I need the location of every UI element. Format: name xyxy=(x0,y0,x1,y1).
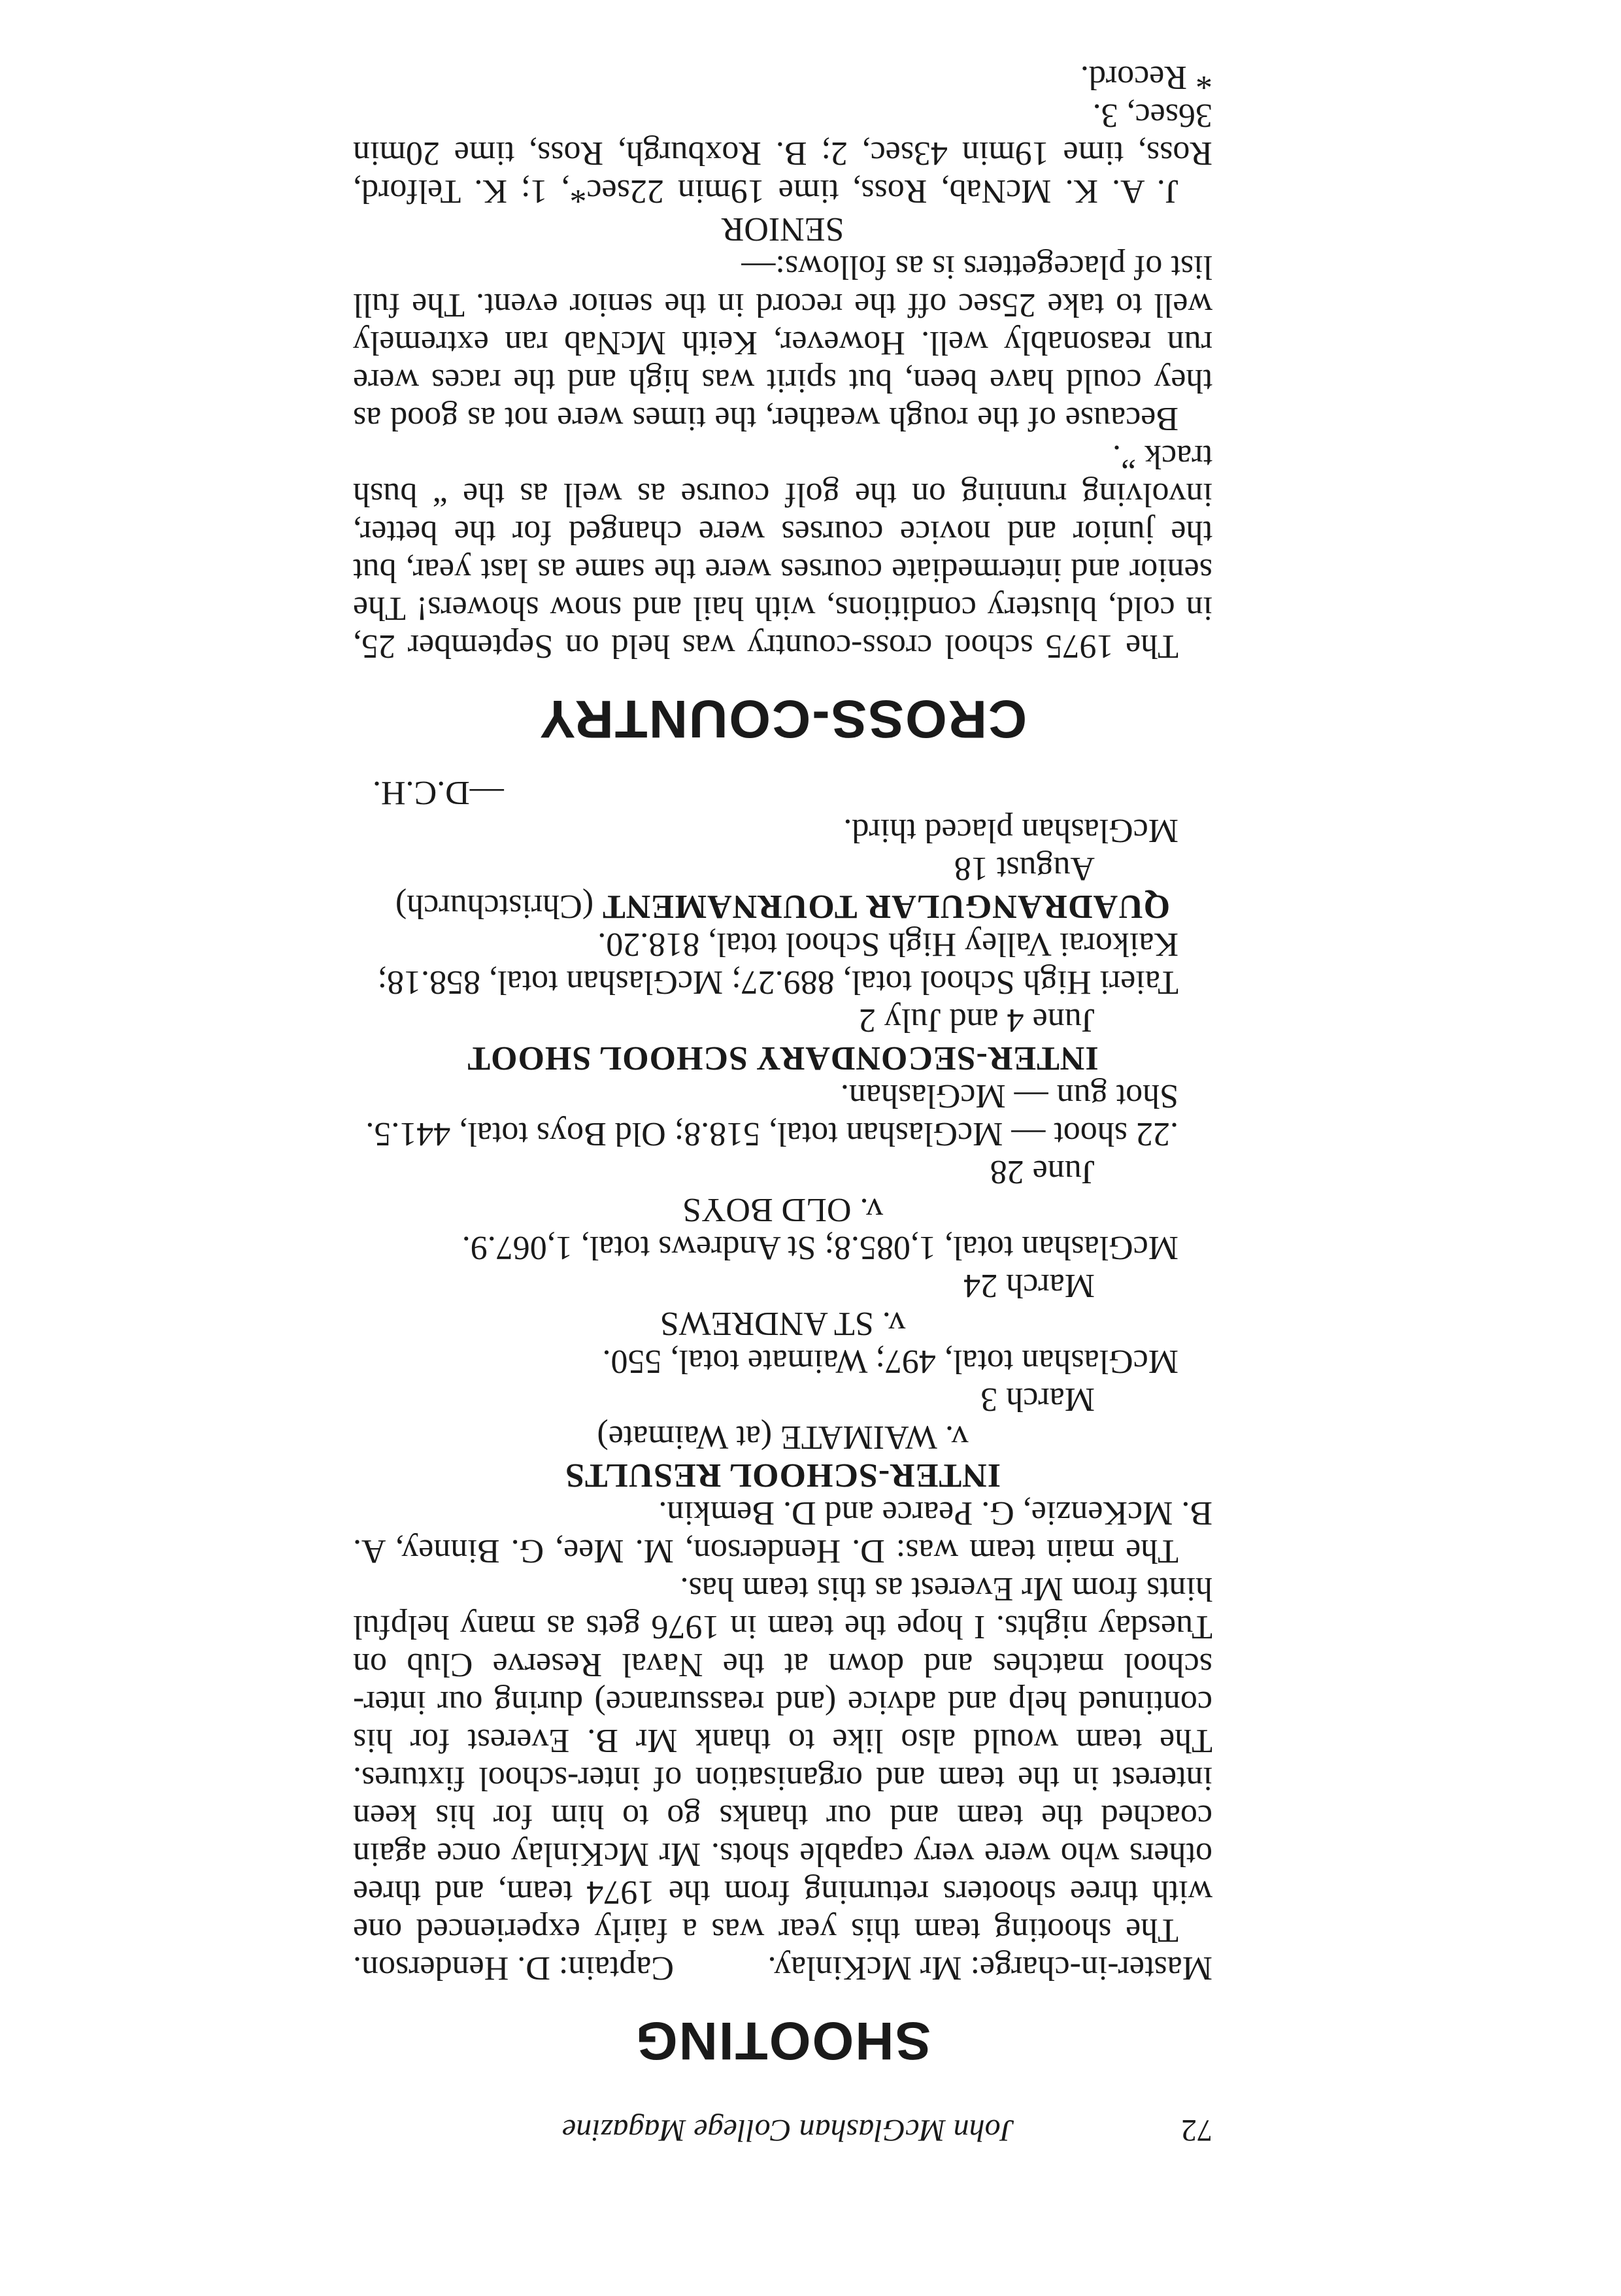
standrews-result: McGlashan total, 1,085.8; St Andrews total, 1,067.9. xyxy=(461,1229,1178,1266)
oldboys-heading: v. OLD BOYS xyxy=(682,1191,884,1228)
intersec-heading: INTER-SECONDARY SCHOOL SHOOT xyxy=(467,1039,1099,1077)
running-title: John McGlashan College Magazine xyxy=(562,2113,1014,2148)
intersec-result-2: Kaikorai Valley High School total, 818.20. xyxy=(597,926,1178,963)
team-line: The main team was: D. Henderson, M. Mee, G. Binney, A. B. McKenzie, G. Pearce and D. Bemkin. xyxy=(353,1494,1212,1570)
intersec-result-1: Taieri High School total, 889.27; McGlashan total, 858.18; xyxy=(377,964,1178,1001)
quad-place: (Christchurch) xyxy=(395,888,594,925)
quad-heading: QUADRANGULAR TOURNAMENT xyxy=(602,888,1171,925)
shooting-paragraph: The shooting team this year was a fairly experienced one with three shooters returning from the 1974 team, and three others who were very capable shots. Mr McKinlay once again coached the team and our thanks go to him for his keen interest in the team and organisation of inter-school fixtures. The team would also like to thank Mr B. Everest for his continued help and advice (and reassurance) during our inter-school matches and down at the Naval Reserve Club on Tuesday nights. I hope the team in 1976 gets as many helpful hints from Mr Everest as this team has. xyxy=(353,1570,1212,1949)
master-in-charge: Master-in-charge: Mr McKinlay. xyxy=(767,1950,1212,1987)
page-content xyxy=(353,58,1212,2149)
oldboys-date: June 28 xyxy=(990,1153,1095,1190)
page-number: 72 xyxy=(1181,2113,1212,2148)
signature: —D.C.H. xyxy=(373,774,504,811)
intersec-date: June 4 and July 2 xyxy=(858,1002,1095,1039)
standrews-heading: v. ST ANDREWS xyxy=(660,1305,906,1342)
masters-line xyxy=(353,1949,1212,1987)
standrews-date: March 24 xyxy=(963,1267,1095,1304)
inter-school-heading: INTER-SCHOOL RESULTS xyxy=(565,1457,1001,1494)
waimate-heading: v. WAIMATE (at Waimate) xyxy=(597,1419,969,1456)
section-title-shooting: SHOOTING xyxy=(634,2011,931,2070)
oldboys-result-22: .22 shoot — McGlashan total, 518.8; Old Boys total, 441.5. xyxy=(365,1115,1178,1153)
quad-heading-line xyxy=(353,887,1212,925)
senior-results: J. A. K. McNab, Ross, time 19min 22sec*, 1; K. Telford, Ross, time 19min 43sec, 2; B. Roxburgh, Ross, time 20min 36sec, 3. xyxy=(353,97,1212,210)
record-note: * Record. xyxy=(1080,59,1212,96)
quad-date: August 18 xyxy=(954,850,1095,887)
waimate-result: McGlashan total, 497; Waimate total, 550. xyxy=(602,1343,1178,1380)
quad-result: McGlashan placed third. xyxy=(843,812,1178,849)
senior-heading: SENIOR xyxy=(721,211,844,248)
oldboys-result-shotgun: Shot gun — McGlashan. xyxy=(840,1077,1178,1115)
section-title-cross-country: CROSS-COUNTRY xyxy=(538,689,1028,749)
waimate-date: March 3 xyxy=(980,1381,1095,1418)
running-head xyxy=(353,2111,1212,2149)
cross-country-paragraph-1: The 1975 school cross-country was held on September 25, in cold, blustery conditions, with hail and snow showers! The senior and intermediate courses were the same as last year, but the junior and novice courses were changed for the better, involving running on the golf course as well as the “ bush track ”. xyxy=(353,438,1212,665)
captain: Captain: D. Henderson. xyxy=(353,1950,675,1987)
cross-country-paragraph-2: Because of the rough weather, the times were not as good as they could have been, but spirit was high and the races were run reasonably well. However, Keith McNab ran extremely well to take 25sec off the record in the senior event. The full list of placegetters is as follows:— xyxy=(353,248,1212,437)
